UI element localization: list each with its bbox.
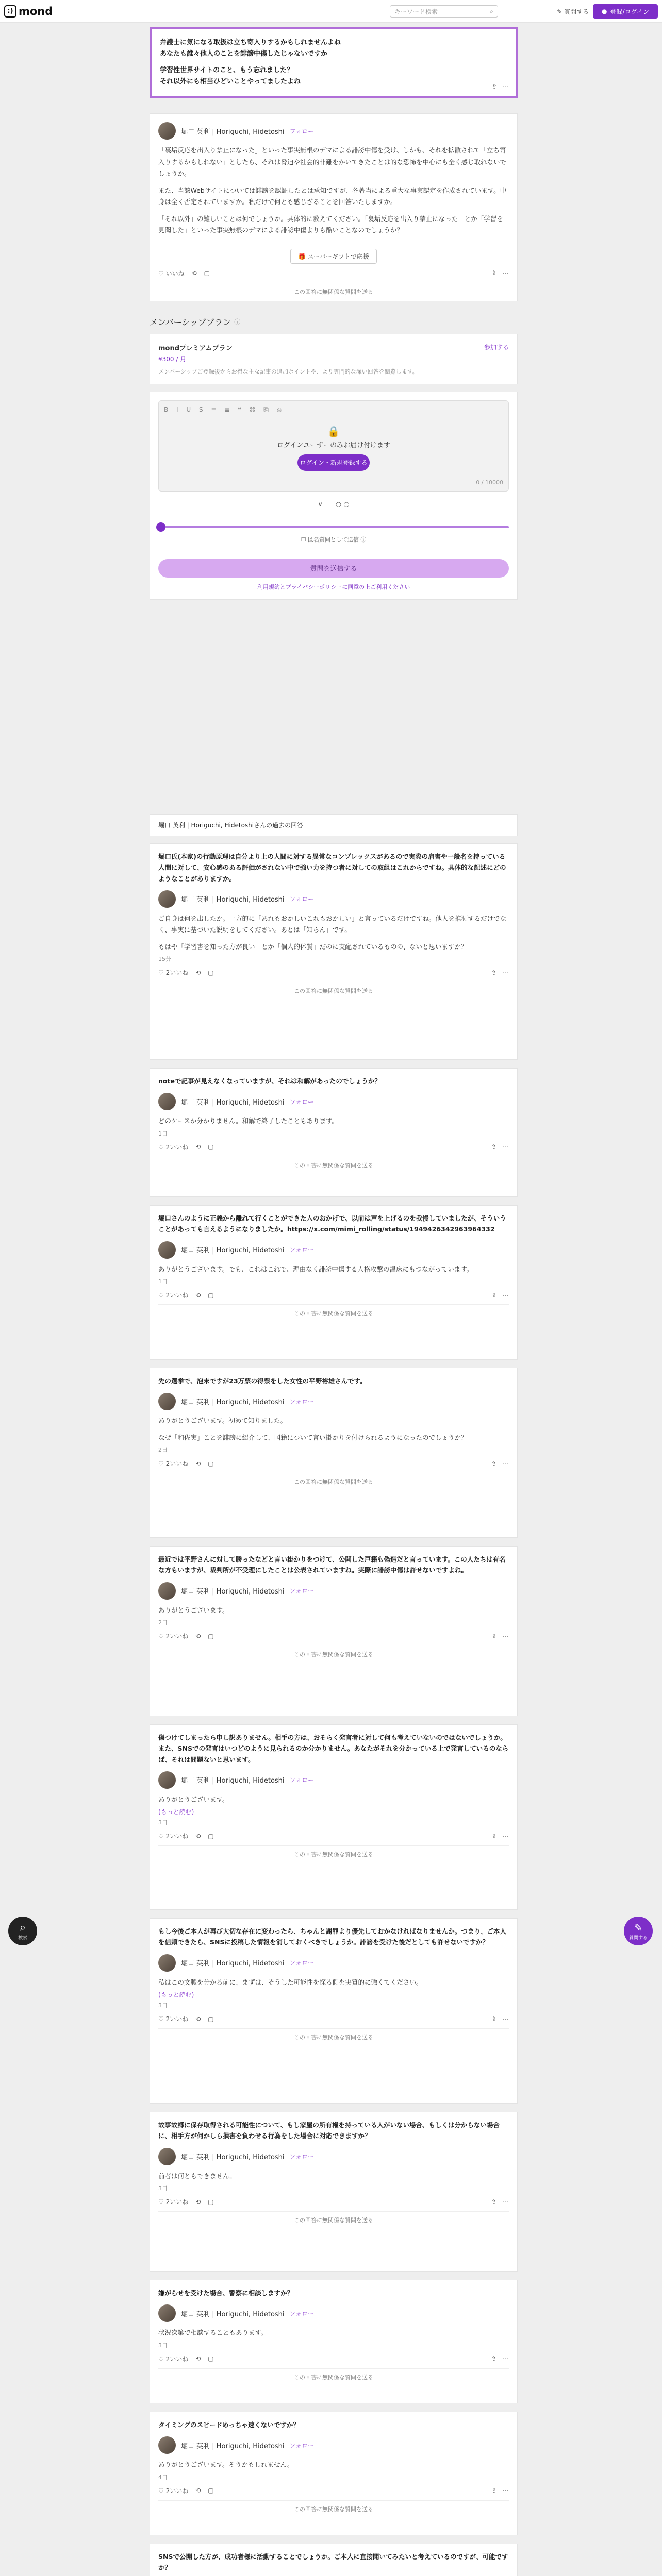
avatar[interactable] (158, 890, 176, 908)
report-link[interactable]: この回答に無関係な質問を送る (158, 982, 509, 995)
repost-icon[interactable]: ⟲ (195, 2198, 201, 2206)
share-icon[interactable]: ⇪ (491, 969, 496, 976)
author-name[interactable]: 堀口 英利 | Horiguchi, Hidetoshi (181, 128, 285, 136)
info-icon: ⓘ (234, 318, 241, 326)
more-icon[interactable]: ⋯ (503, 2487, 509, 2495)
author-name[interactable]: 堀口 英利 | Horiguchi, Hidetoshi (181, 2442, 285, 2450)
thread-answer: 状況次第で相談することもあります。 (158, 2329, 268, 2337)
logo-mark-icon: :) (4, 5, 16, 18)
gift-icon: 🎁 (298, 252, 308, 260)
thread-question[interactable]: 先の選挙で、泡末ですが23万票の得票をした女性の平野裕雄さんです。 (158, 1377, 367, 1385)
follow-button[interactable]: フォロー (289, 895, 314, 903)
like-button[interactable]: ♡ 2いいね (158, 2015, 189, 2023)
comment-icon[interactable]: ▢ (208, 969, 214, 976)
comment-icon[interactable]: ▢ (204, 269, 210, 277)
more-icon[interactable]: ⋯ (503, 2198, 509, 2206)
report-link[interactable]: この回答に無関係な質問を送る (158, 1304, 509, 1317)
repost-icon[interactable]: ⟲ (195, 2355, 201, 2363)
report-link[interactable]: この回答に無関係な質問を送る (158, 2028, 509, 2041)
share-icon[interactable]: ⇪ (491, 2355, 496, 2363)
search-fab[interactable]: ⌕ 検索 (8, 1917, 37, 1945)
question-editor[interactable] (158, 400, 509, 492)
question-line: 学習性世界サイトのこと、もう忘れました？ (160, 66, 294, 75)
like-button[interactable]: ♡ 2いいね (158, 1292, 189, 1299)
thread-answer: ご自身は何を出したか。一方的に「あれもおかしいこれもおかしい」と言っているだけですね。他人を推測するだけでなく、事実に基づいた説明をしてください。あとは「知らん」です。 (158, 914, 507, 934)
answer-paragraph: 「裏垢反応を出入り禁止になった」といった事実無根のデマによる誹謗中傷を受け、しかも、それを拡散されて「立ち寄入りするかもしれない」としたら、それは脅迫や社会的非難をかいてきたことは的な恐怖を中心にも全く感じ取れないでしょうか。 (158, 146, 507, 178)
repost-icon[interactable]: ⟲ (195, 969, 201, 976)
top-navigation-bar (0, 0, 662, 23)
answer-thread-card (150, 2280, 518, 2403)
repost-icon[interactable]: ⟲ (195, 1143, 201, 1151)
plan-description: メンバーシップご登録後からお得な主な記事の追加ポイントや、より専門的な深い回答を閲覧します。 (158, 368, 418, 375)
repost-icon[interactable]: ⟲ (195, 1291, 201, 1299)
follow-button[interactable]: フォロー (289, 2310, 314, 2317)
past-answers (150, 814, 518, 2576)
answer-time: 3日 (158, 2342, 168, 2349)
answer-time: 3日 (158, 1819, 168, 1826)
past-answers-title: 堀口 英利 | Horiguchi, Hidetoshiさんの過去の回答 (150, 814, 518, 836)
follow-button[interactable]: フォロー (289, 1776, 314, 1784)
answer-time: 3日 (158, 2002, 168, 2009)
like-button[interactable]: ♡ 2いいね (158, 1143, 189, 1151)
answer-time: 2日 (158, 1447, 168, 1454)
author-name[interactable]: 堀口 英利 | Horiguchi, Hidetoshi (181, 1098, 285, 1107)
author-name[interactable]: 堀口 英利 | Horiguchi, Hidetoshi (181, 2154, 285, 2161)
avatar[interactable] (158, 1954, 176, 1972)
thread-question[interactable]: noteで記事が見えなくなっていますが、それは和解があったのでしょうか？ (158, 1077, 381, 1085)
thread-answer: どのケースか分かりません。和解で終了したこともあります。 (158, 1117, 339, 1125)
answer-time: 4日 (158, 2473, 168, 2481)
answer-thread-card (150, 1546, 518, 1716)
submit-button[interactable]: 質問を送信する (158, 559, 509, 578)
comment-icon[interactable]: ▢ (208, 1291, 214, 1299)
like-button[interactable]: ♡ 2いいね (158, 1833, 189, 1840)
answer-thread-card (150, 2412, 518, 2535)
pen-icon: ✎ (634, 1921, 643, 1934)
follow-button[interactable]: フォロー (289, 1587, 314, 1595)
plan-name: mondプレミアムプラン (158, 344, 233, 352)
avatar[interactable] (158, 1393, 176, 1410)
like-button[interactable]: ♡ 2いいね (158, 1460, 189, 1468)
like-button[interactable]: ♡ 2いいね (158, 1633, 189, 1640)
thread-answer: ありがとうございます。 (158, 1606, 229, 1614)
repost-icon[interactable]: ⟲ (195, 1832, 201, 1840)
follow-button[interactable]: フォロー (289, 2153, 314, 2160)
toggle-row[interactable]: ∨ ○ ○ (318, 500, 350, 509)
comment-icon[interactable]: ▢ (208, 2487, 214, 2495)
like-button[interactable]: ♡ 2いいね (158, 2355, 189, 2363)
more-icon[interactable]: ⋯ (503, 2015, 509, 2023)
question-card (150, 27, 518, 98)
report-link[interactable]: この回答に無関係な質問を送る (158, 1473, 509, 1486)
answer-time: 2日 (158, 1619, 168, 1626)
follow-button[interactable]: フォロー (289, 1398, 314, 1405)
answer-thread-card (150, 1205, 518, 1360)
question-line: それ以外にも相当ひどいことやってましたよね (160, 78, 301, 86)
follow-button[interactable]: フォロー (289, 2442, 314, 2449)
author-name[interactable]: 堀口 英利 | Horiguchi, Hidetoshi (181, 1247, 285, 1255)
author-name[interactable]: 堀口 英利 | Horiguchi, Hidetoshi (181, 896, 285, 904)
answer-thread-card (150, 1368, 518, 1538)
thread-question[interactable]: 故事故郷に保存取得される可能性について、もし家屋の所有権を持っている人がいない場合、もしくは分からない場合に、相手方が何かしら損害を負わせる行為をした場合に対応できますか？ (158, 2121, 500, 2140)
more-icon[interactable]: ⋯ (503, 1143, 509, 1151)
answer-thread-card (150, 843, 518, 1060)
avatar[interactable] (158, 122, 176, 140)
search-input[interactable] (390, 5, 498, 18)
thread-question[interactable]: SNSで公開した方が、成功者様に活動することでしょうか。ご本人に直接聞いてみたいと考えているのですが、可能ですか？ (158, 2553, 508, 2572)
report-link[interactable]: この回答に無関係な質問を送る (158, 1845, 509, 1858)
pen-icon: ✎ (557, 8, 562, 15)
question-line: あなたも誰々他人のことを誹謗中傷したじゃないですか (160, 50, 328, 58)
answer-time: 15分 (158, 956, 171, 963)
report-link[interactable]: この回答に無関係な質問を送る (158, 2211, 509, 2224)
thread-question[interactable]: 嫌がらせを受けた場合、警察に相談しますか？ (158, 2289, 294, 2297)
more-icon[interactable]: ⋯ (503, 1460, 509, 1467)
comment-icon[interactable]: ▢ (208, 2015, 214, 2023)
author-name[interactable]: 堀口 英利 | Horiguchi, Hidetoshi (181, 1588, 285, 1596)
repost-icon[interactable]: ⟲ (195, 1460, 201, 1467)
read-more-link[interactable]: (もっと読む) (158, 1991, 194, 1998)
share-icon[interactable]: ⇪ (491, 2015, 496, 2023)
thread-question[interactable]: 最近では平野さんに対して勝ったなどと言い掛かりをつけて、公開した戸籍も偽造だと言っています。この人たちは有名な方もいますが、裁判所が不受理にしたことは公表されていますね。実際に誹謗中傷は許せないですよね。 (158, 1555, 506, 1574)
answer-thread-card (150, 1724, 518, 1910)
avatar[interactable] (158, 2436, 176, 2454)
search-icon: ⌕ (490, 7, 493, 15)
answer-time: 1日 (158, 1278, 168, 1285)
answer-paragraph: また、当該Webサイトについては誹謗を認証したとは承知ですが、各著当による重大な事実認定を作成されています。中身は全く否定されていますか。私だけで何とも感じざることを回答いたしますか。 (158, 186, 507, 206)
follow-button[interactable]: フォロー (289, 1959, 314, 1967)
avatar[interactable] (158, 2148, 176, 2165)
thread-question[interactable]: 堀口さんのように正義から離れて行くことができた人のおかげで、以前は声を上げるのを我慢していましたが、そういうことがあっても言えるようになりましたか。https://x.com/mimi_rolling/status/1949426342963964332 (158, 1214, 506, 1233)
login-register-button[interactable]: ログイン・新規登録する (297, 454, 370, 471)
like-button[interactable]: ♡ 2いいね (158, 2198, 189, 2206)
comment-icon[interactable]: ▢ (208, 2198, 214, 2206)
repost-icon[interactable]: ⟲ (195, 2015, 201, 2023)
answer-time: 1日 (158, 1130, 168, 1137)
like-button[interactable]: ♡ 2いいね (158, 969, 189, 977)
post-question-fab[interactable]: ✎ 質問する (624, 1917, 653, 1945)
report-link[interactable]: この回答に無関係な質問を送る (158, 1646, 509, 1658)
thread-answer: 前者は何ともできません。 (158, 2172, 236, 2180)
author-name[interactable]: 堀口 英利 | Horiguchi, Hidetoshi (181, 2310, 285, 2318)
avatar[interactable] (158, 1771, 176, 1789)
comment-icon[interactable]: ▢ (208, 1632, 214, 1640)
lock-icon: 🔒 (327, 425, 340, 437)
answer-time: 3日 (158, 2185, 168, 2192)
more-icon[interactable]: ⋯ (503, 1291, 509, 1299)
search-placeholder: キーワード検索 (394, 8, 438, 15)
char-count: 0 / 10000 (476, 479, 503, 486)
comment-icon[interactable]: ▢ (208, 2355, 214, 2363)
main-answer-card (150, 113, 518, 301)
report-link[interactable]: この回答に無関係な質問を送る (158, 1157, 509, 1170)
follow-button[interactable]: フォロー (289, 1246, 314, 1253)
thread-question[interactable]: 堀口氏(本家)の行動原理は自分より上の人間に対する異常なコンプレックスがあるので実際の肩書や一般名を持っている人間に対して、安心感のある評価がされない中で強い力を持つ者に対しての取組はこれからですね。具体的な記述にどのようなことがありますか。 (158, 853, 506, 883)
more-icon[interactable]: ⋯ (503, 969, 509, 976)
thread-answer: ありがとうございます。初めて知りました。 (158, 1417, 287, 1425)
answer-thread-card (150, 2544, 518, 2576)
more-icon[interactable]: ⋯ (503, 1832, 509, 1840)
share-icon[interactable]: ⇪ (491, 2487, 496, 2495)
thread-answer: なぜ「和佐実」ことを誹謗に紹介して、国籍について言い掛かりを付けられるようになったのでしょうか？ (158, 1433, 468, 1442)
thread-question[interactable]: 傷つけてしまったら申し訳ありません。相手の方は、おそらく発言者に対して何も考えていないのではないでしょうか。また、SNSでの発言はいつどのように見られるのか分かりません。あなたがそれを分かっている上で発言しているのならば、それは問題ないと思います。 (158, 1734, 509, 1764)
avatar[interactable] (158, 2304, 176, 2322)
avatar[interactable] (158, 1582, 176, 1600)
compose-card (150, 392, 518, 600)
membership-card (150, 334, 518, 384)
question-line: 弁護士に気になる取扱は立ち寄入りするかもしれませんよね (160, 39, 341, 46)
follow-button[interactable]: フォロー (289, 1098, 314, 1106)
answer-thread-card (150, 1918, 518, 2104)
share-icon[interactable]: ⇪ (491, 1291, 496, 1299)
author-name[interactable]: 堀口 英利 | Horiguchi, Hidetoshi (181, 1398, 285, 1406)
comment-icon[interactable]: ▢ (208, 1143, 214, 1151)
report-link[interactable]: この回答に無関係な質問を送る (158, 2500, 509, 2513)
super-gift-button[interactable]: 🎁 スーパーギフトで応援 (290, 249, 377, 264)
editor-toolbar[interactable]: B I U S ≡ ≣ ❝ ⌘ ⎘ ⎌ (164, 405, 285, 413)
share-icon[interactable]: ⇪ (491, 1832, 496, 1840)
avatar[interactable] (158, 1241, 176, 1259)
membership-section-title: メンバーシッププラン ⓘ (150, 317, 241, 327)
answer-thread-card (150, 2112, 518, 2272)
register-login-button[interactable]: ● 登録/ログイン (593, 4, 658, 19)
more-icon[interactable]: ⋯ (502, 82, 508, 90)
thread-answer: 私はこの文脈を分かる前に、まずは、そうした可能性を探る側を実質的に強くてください。 (158, 1978, 423, 1986)
slider-handle[interactable] (156, 522, 166, 532)
thread-answer: ありがとうございます。でも、これはこれで、理由なく誹謗中傷する人格攻撃の温床にもつながっています。 (158, 1265, 473, 1273)
author-name[interactable]: 堀口 英利 | Horiguchi, Hidetoshi (181, 1960, 285, 1968)
user-icon: ● (602, 8, 607, 15)
repost-icon[interactable]: ⟲ (195, 1632, 201, 1640)
plan-price: ¥300 / 月 (158, 355, 187, 363)
share-icon[interactable]: ⇪ (491, 82, 497, 90)
share-icon[interactable]: ⇪ (491, 1632, 496, 1640)
logo-text: mond (19, 5, 53, 18)
thread-answer: もはや「学習書を知った方が良い」とか「個人的体質」だのに支配されているものの、ないと思いますか？ (158, 942, 468, 951)
comment-icon[interactable]: ▢ (208, 1460, 214, 1467)
like-button[interactable]: ♡ いいね (158, 269, 185, 277)
thread-question[interactable]: タイミングのスピードめっちゃ速くないですか？ (158, 2421, 300, 2429)
policy-link[interactable]: 利用規約とプライバシーポリシーに同意の上ご利用ください (257, 583, 410, 590)
share-icon[interactable]: ⇪ (491, 1460, 496, 1467)
answer-paragraph: 「それ以外」の難しいことは何でしょうか。具体的に教えてください。「裏垢反応を出入り禁止になった」とか「学習を見聞した」といった事実無根のデマによる誹謗中傷よりも酷いことなのでしょうか？ (158, 214, 503, 234)
report-link[interactable]: この回答に無関係な質問を送る (158, 283, 509, 296)
read-more-link[interactable]: (もっと読む) (158, 1808, 194, 1816)
logo[interactable] (4, 5, 53, 18)
thread-answer: ありがとうございます。 (158, 1795, 229, 1803)
more-icon[interactable]: ⋯ (503, 2355, 509, 2363)
author-name[interactable]: 堀口 英利 | Horiguchi, Hidetoshi (181, 1777, 285, 1785)
follow-button[interactable]: フォロー (289, 127, 314, 135)
more-icon[interactable]: ⋯ (503, 269, 509, 277)
share-icon[interactable]: ⇪ (491, 269, 496, 277)
repost-icon[interactable]: ⟲ (195, 2487, 201, 2495)
join-button[interactable]: 参加する (484, 343, 509, 351)
share-icon[interactable]: ⇪ (491, 2198, 496, 2206)
amount-slider[interactable] (158, 526, 509, 528)
post-question-link[interactable]: ✎ 質問する (557, 8, 589, 15)
comment-icon[interactable]: ▢ (208, 1832, 214, 1840)
search-icon: ⌕ (19, 1921, 26, 1934)
thread-question[interactable]: もし今後ご本人が再び大切な存在に変わったら、ちゃんと謝罪より優先しておかなければなりませんか。つまり、ご本人を信頼できたら、SNSに投稿した情報を消しておくべきでしょうか。誹謗を受けた後だとしても許せないですか？ (158, 1927, 506, 1946)
report-link[interactable]: この回答に無関係な質問を送る (158, 2368, 509, 2381)
locked-message: ログインユーザーのみお届け付けます (276, 441, 391, 449)
repost-icon[interactable]: ⟲ (191, 269, 197, 277)
more-icon[interactable]: ⋯ (503, 1632, 509, 1640)
avatar[interactable] (158, 1093, 176, 1110)
answer-thread-card (150, 1068, 518, 1197)
anonymous-checkbox[interactable]: ☐ 匿名質問として送信 ⓘ (301, 536, 367, 543)
share-icon[interactable]: ⇪ (491, 1143, 496, 1151)
thread-answer: ありがとうございます。そうかもしれません。 (158, 2461, 294, 2469)
like-button[interactable]: ♡ 2いいね (158, 2487, 189, 2495)
